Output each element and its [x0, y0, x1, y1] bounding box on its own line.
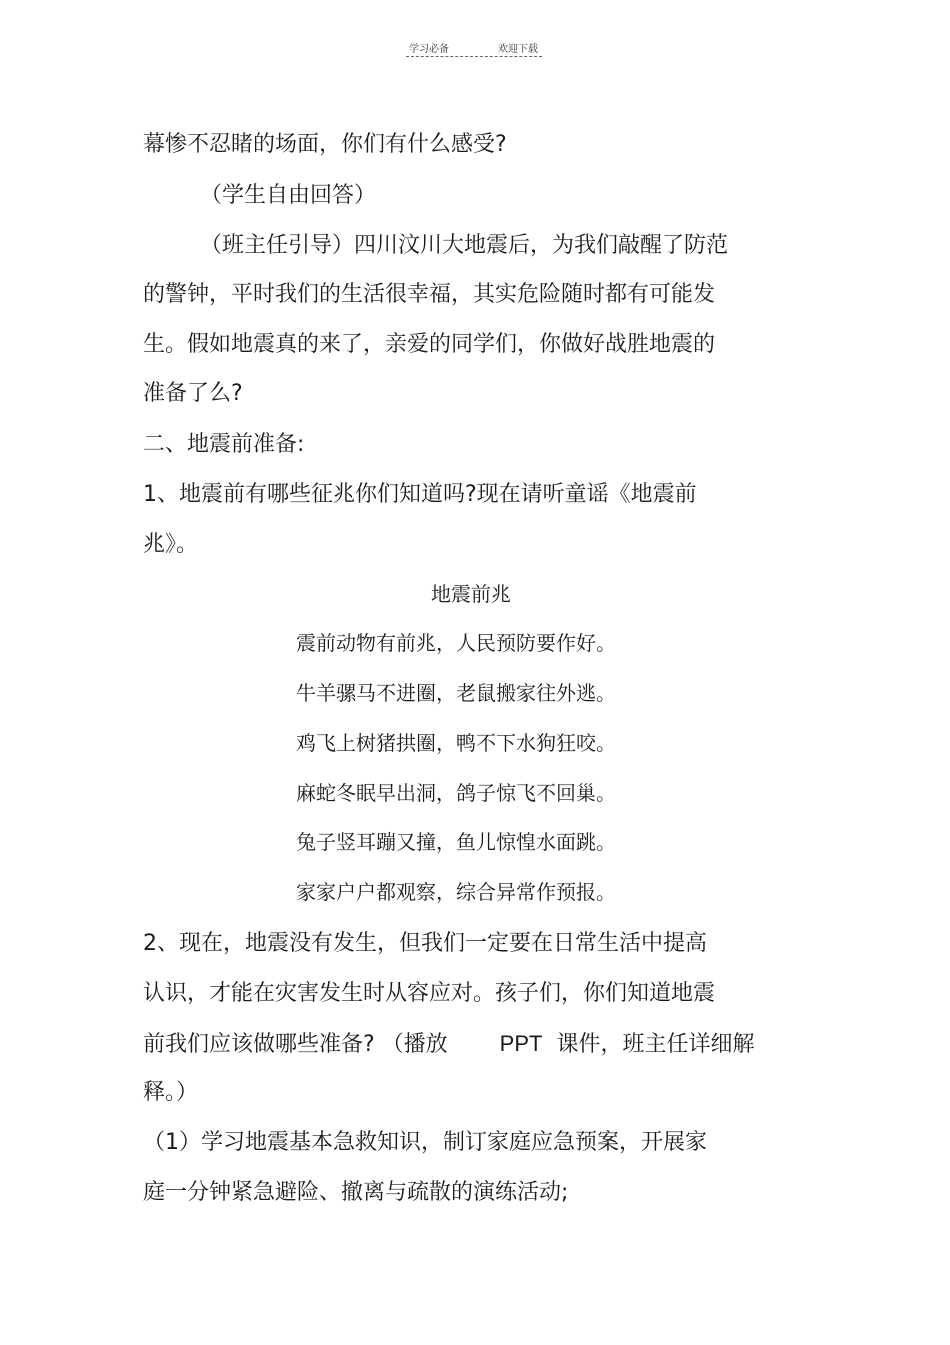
- paragraph-line: （班主任引导）四川汶川大地震后，为我们敲醒了防范: [200, 233, 729, 258]
- paragraph-line: 庭一分钟紧急避险、撤离与疏散的演练活动;: [143, 1180, 569, 1205]
- poem-title: 地震前兆: [431, 582, 511, 606]
- paragraph-segment: 前我们应该做哪些准备? （播放: [143, 1032, 448, 1057]
- paragraph-segment: 课件，班主任详细解: [556, 1032, 755, 1057]
- poem-line: 兔子竖耳蹦又撞，鱼儿惊惶水面跳。: [296, 830, 616, 854]
- paragraph-line: 1、地震前有哪些征兆你们知道吗?现在请听童谣《地震前: [143, 482, 697, 507]
- paragraph-line: 兆》。: [143, 532, 199, 557]
- ppt-label: PPT: [499, 1031, 543, 1056]
- paragraph-line: （学生自由回答）: [200, 183, 377, 208]
- paragraph-line: （1）学习地震基本急救知识，制订家庭应急预案，开展家: [143, 1130, 707, 1155]
- header-left-text: 学习必备: [409, 44, 449, 55]
- section-heading: 二、地震前准备:: [143, 432, 305, 457]
- poem-line: 麻蛇冬眠早出洞，鸽子惊飞不回巢。: [296, 781, 616, 805]
- poem-line: 牛羊骡马不进圈，老鼠搬家往外逃。: [296, 681, 616, 705]
- poem-line: 鸡飞上树猪拱圈，鸭不下水狗狂咬。: [296, 731, 616, 755]
- paragraph-line: 的警钟，平时我们的生活很幸福，其实危险随时都有可能发: [143, 282, 716, 307]
- paragraph-line: 幕惨不忍睹的场面，你们有什么感受?: [143, 132, 507, 157]
- paragraph-line: 认识，才能在灾害发生时从容应对。孩子们，你们知道地震: [143, 981, 716, 1006]
- page-header: [406, 38, 542, 57]
- paragraph-line: 释。）: [143, 1080, 199, 1105]
- paragraph-line: 生。假如地震真的来了，亲爱的同学们，你做好战胜地震的: [143, 332, 716, 357]
- poem-line: 家家户户都观察，综合异常作预报。: [296, 880, 616, 904]
- paragraph-line: 2、现在，地震没有发生，但我们一定要在日常生活中提高: [143, 931, 707, 956]
- paragraph-line-with-ppt: [143, 1031, 754, 1058]
- poem-line: 震前动物有前兆，人民预防要作好。: [296, 631, 616, 655]
- paragraph-line: 准备了么?: [143, 381, 243, 406]
- header-right-text: 欢迎下载: [498, 44, 538, 55]
